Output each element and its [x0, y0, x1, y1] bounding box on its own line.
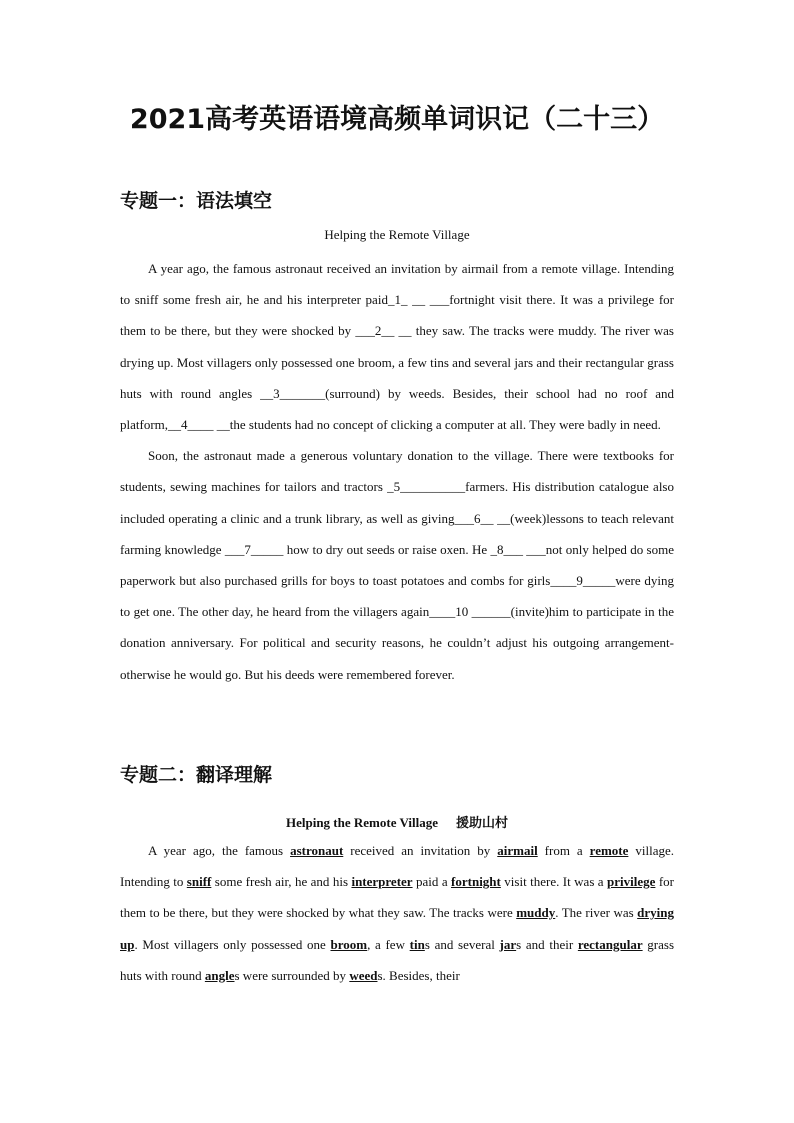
- passage-title-en: Helping the Remote Village: [285, 815, 438, 830]
- text-run: s and their: [516, 936, 578, 952]
- text-run: visit there. It was a: [500, 874, 608, 890]
- text-run: received an invitation by: [343, 843, 498, 858]
- text-run: some fresh air, he and his: [211, 874, 352, 890]
- section-heading-grammar: 专题一：语法填空: [120, 190, 273, 212]
- translation-paragraph: [120, 835, 674, 991]
- text-run: . The river was: [555, 905, 638, 921]
- text-run: . Most villagers only possessed one: [134, 936, 331, 952]
- vocab-word: airmail: [497, 843, 538, 858]
- vocab-word: angle: [204, 967, 235, 983]
- vocab-word: astronaut: [290, 843, 344, 858]
- passage-title: Helping the Remote Village: [324, 227, 470, 242]
- vocab-word: sniff: [186, 874, 212, 890]
- translation-passage: [120, 835, 674, 995]
- vocab-word: remote: [589, 843, 629, 858]
- text-run: village. Intending to: [120, 843, 674, 890]
- vocab-word: interpreter: [351, 874, 413, 890]
- vocab-word: weed: [349, 967, 378, 983]
- paragraph-1: A year ago, the famous astronaut received an invitation by airmail from a remote village. Intending to sniff some fresh air, he and his interpreter paid_1_ __ ___fortnight visit there. It was a privilege for them to be there, but they were shocked by ___2__ __ they saw. The tracks were muddy. The river was drying up. Most villagers only possessed one broom, a few tins and several jars and their rectangular grass huts with round angles __3_______(surround) by weeds. Besides, their school had no roof and platform,__4____ __the students had no concept of clicking a computer at all. They were badly in need.: [120, 261, 674, 433]
- text-run: from a: [537, 843, 590, 858]
- translation-passage-title: [120, 812, 674, 831]
- vocab-word: muddy: [516, 905, 556, 921]
- vocab-word: tin: [409, 936, 425, 952]
- vocab-word: broom: [330, 936, 368, 952]
- vocab-word: fortnight: [451, 874, 501, 890]
- text-run: A year ago, the famous: [148, 843, 291, 858]
- passage-title-cn: 援助山村: [456, 816, 509, 831]
- text-run: for them to be there, but they were shocked by what they saw. The tracks were: [120, 874, 674, 921]
- text-run: s and several: [424, 936, 500, 952]
- vocab-word: privilege: [607, 874, 656, 890]
- text-run: s. Besides, their: [377, 967, 460, 983]
- document-title: 2021高考英语语境高频单词识记（二十三）: [129, 104, 665, 135]
- text-run: s were surrounded by: [234, 967, 350, 983]
- text-run: grass huts with round: [120, 936, 674, 983]
- text-run: paid a: [412, 874, 452, 890]
- vocab-word: jar: [499, 936, 517, 952]
- vocab-word: rectangular: [577, 936, 643, 952]
- paragraph-2: Soon, the astronaut made a generous voluntary donation to the village. There were textbooks for students, sewing machines for tailors and tractors _5__________farmers. His distribution catalogue also included operating a clinic and a trunk library, as well as giving___6__ __(week)lessons to teach relevant farming knowledge ___7_____ how to dry out seeds or raise oxen. He _8___ ___not only helped do some paperwork but also purchased grills for boys to toast potatoes and combs for girls____9_____were dying to get one. The other day, he heard from the villagers again____10 ______(invite)him to participate in the donation anniversary. For political and security reasons, he couldn’t adjust his outgoing arrangement-otherwise he would go. But his deeds were remembered forever.: [120, 448, 674, 682]
- text-run: , a few: [367, 936, 410, 952]
- vocab-word: drying up: [120, 905, 674, 952]
- grammar-passage: [120, 253, 674, 690]
- section-heading-translation: 专题二：翻译理解: [120, 764, 273, 786]
